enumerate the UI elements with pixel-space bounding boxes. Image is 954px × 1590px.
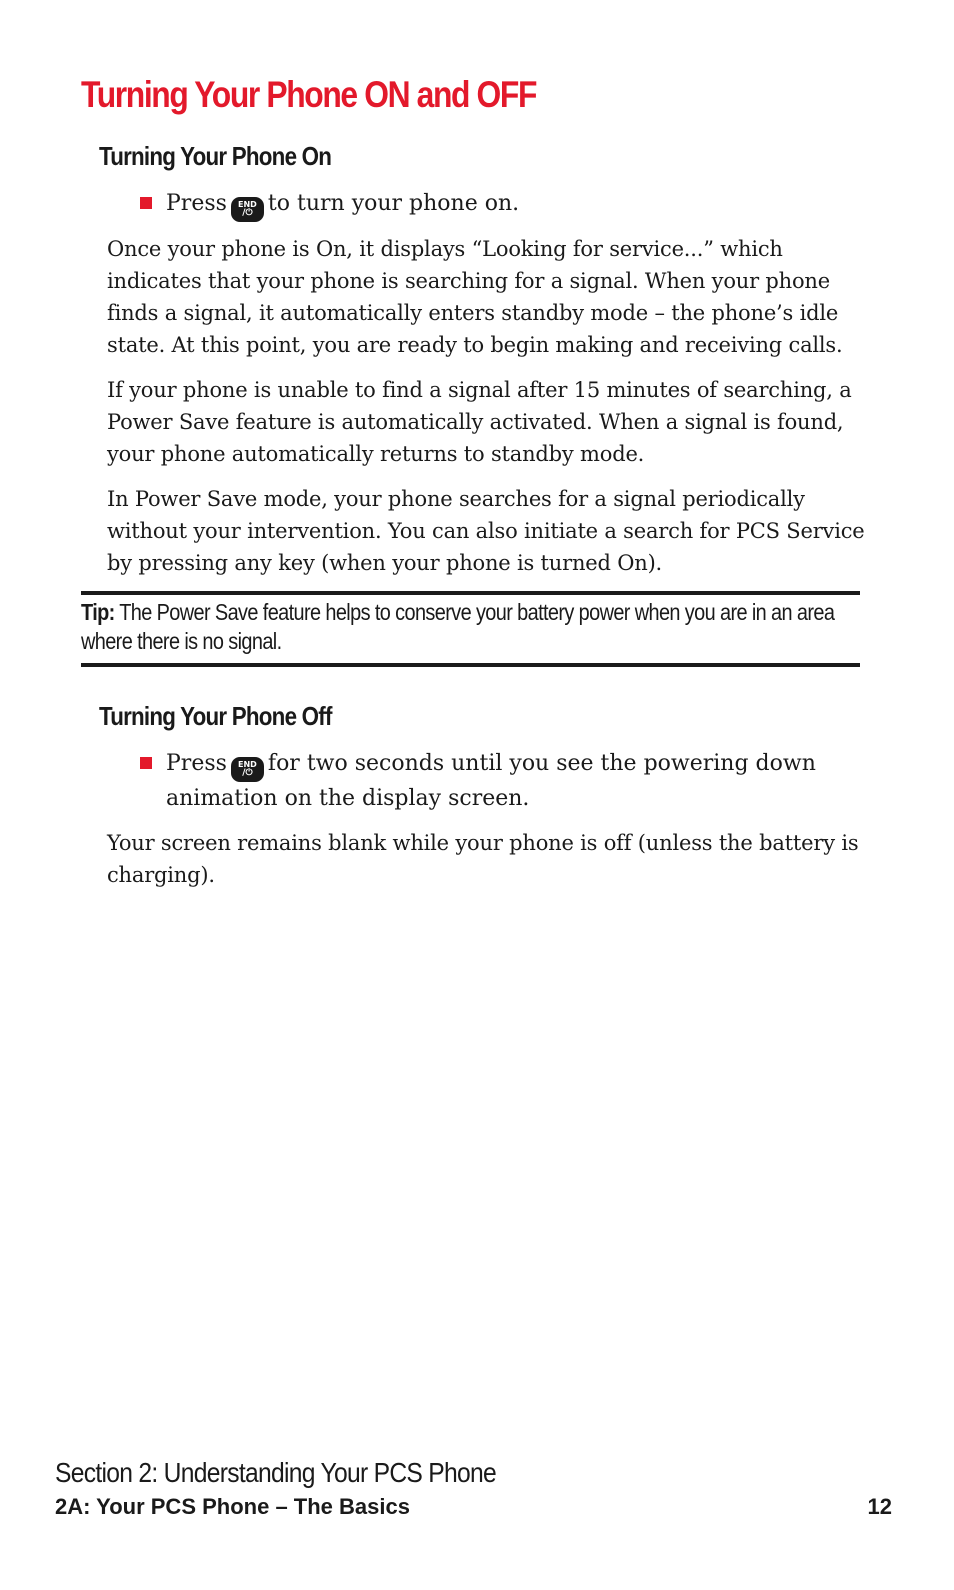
paragraph-looking-for-service: Once your phone is On, it displays “Looking for service...” which indicates that your phone is searching for a signal. When your phone finds a signal, it automatically enters standby mode – the phone’s idle state. At this point, you are ready to begin making and receiving calls. [107, 237, 843, 357]
footer-chapter-title: 2A: Your PCS Phone – The Basics [55, 1494, 410, 1519]
tip-bottom-divider [81, 663, 860, 667]
section-heading-turning-on: Turning Your Phone On [99, 141, 332, 171]
tip-note [81, 598, 860, 656]
paragraph-screen-blank: Your screen remains blank while your phone is off (unless the battery is charging). [107, 831, 859, 887]
section-heading-turning-off: Turning Your Phone Off [99, 701, 332, 731]
footer-section-title: Section 2: Understanding Your PCS Phone [55, 1457, 497, 1488]
paragraph-power-save-mode: In Power Save mode, your phone searches for a signal periodically without your intervention. You can also initiate a search for PCS Service by pressing any key (when your phone is turned On). [107, 487, 865, 575]
bullet-instruction-text: for two seconds until you see the powering down animation on the display screen. [166, 751, 816, 811]
tip-text: The Power Save feature helps to conserve your battery power when you are in an area where there is no signal. [81, 599, 835, 654]
bullet-press-end-on [140, 187, 860, 222]
end-power-key-icon: END /⏻ [231, 757, 264, 782]
bullet-instruction-text: to turn your phone on. [267, 191, 520, 216]
bullet-press-label: Press [166, 191, 227, 216]
bullet-square-icon [140, 757, 152, 769]
tip-label: Tip: [81, 599, 115, 625]
paragraph-power-save-activation: If your phone is unable to find a signal after 15 minutes of searching, a Power Save feature is automatically activated. When a signal is found, your phone automatically returns to standby mode. [107, 378, 852, 466]
tip-top-divider [81, 591, 860, 595]
bullet-press-end-off [140, 747, 860, 815]
page-number: 12 [867, 1494, 892, 1519]
page-title: Turning Your Phone ON and OFF [81, 74, 537, 115]
bullet-press-label: Press [166, 751, 227, 776]
bullet-square-icon [140, 197, 152, 209]
end-power-key-icon: END /⏻ [231, 197, 264, 222]
